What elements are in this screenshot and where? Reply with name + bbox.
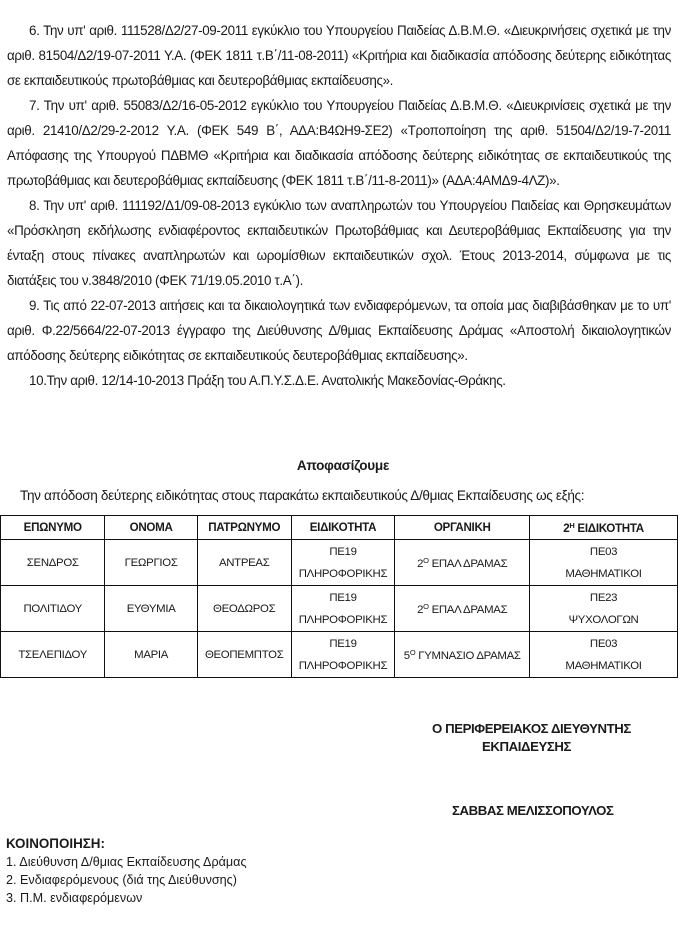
cell-specialty [291,540,395,586]
header-specialty: ΕΙΔΙΚΟΤΗΤΑ [291,516,395,540]
second-code: ΠΕ03 [589,637,618,650]
cell-name: ΜΑΡΙΑ [105,632,197,678]
cell-organic [395,632,530,678]
cell-name: ΕΥΘΥΜΙΑ [105,586,197,632]
decision-intro: Την απόδοση δεύτερης ειδικότητας στους παρακάτω εκπαιδευτικούς Δ/θμιας Εκπαίδευσης ως εξής: [20,488,585,503]
organic-num: 2 [417,604,424,616]
header-name: ΟΝΟΜΑ [105,516,197,540]
cell-name: ΓΕΩΡΓΙΟΣ [105,540,197,586]
cell-specialty [291,632,395,678]
second-name: ΜΑΘΗΜΑΤΙΚΟΙ [565,659,642,672]
notification-list [6,853,247,907]
paragraph-10: 10.Την αριθ. 12/14-10-2013 Πράξη του Α.Π.Υ.Σ.Δ.Ε. Ανατολικής Μακεδονίας-Θράκης. [29,373,506,388]
signature-title-line2: ΕΚΠΑΙΔΕΥΣΗΣ [482,739,572,754]
organic-num: 2 [417,558,424,570]
organic-sup: Ο [423,602,429,611]
cell-organic [395,586,530,632]
document-body [7,18,671,393]
specialty-name: ΠΛΗΡΟΦΟΡΙΚΗΣ [298,659,388,672]
cell-second-specialty [530,632,678,678]
notification-item: 3. Π.Μ. ενδιαφερόμενων [6,891,143,905]
organic-sup: Ο [409,648,416,657]
cell-specialty [291,586,395,632]
second-code: ΠΕ23 [589,591,618,604]
second-name: ΜΑΘΗΜΑΤΙΚΟΙ [565,567,642,580]
signature-title-line1: Ο ΠΕΡΙΦΕΡΕΙΑΚΟΣ ΔΙΕΥΘΥΝΤΗΣ [432,721,631,736]
cell-surname: ΠΟΛΙΤΙΔΟΥ [1,586,105,632]
cell-father: ΑΝΤΡΕΑΣ [197,540,291,586]
cell-father: ΘΕΟΔΩΡΟΣ [197,586,291,632]
decision-heading: Αποφασίζουμε [296,458,390,473]
cell-surname: ΣΕΝΔΡΟΣ [1,540,105,586]
header-second-sup: Η [569,520,575,530]
signature-name: ΣΑΒΒΑΣ ΜΕΛΙΣΣΟΠΟΥΛΟΣ [452,803,614,818]
cell-father: ΘΕΟΠΕΜΠΤΟΣ [197,632,291,678]
paragraph-6: 6. Την υπ' αριθ. 111528/Δ2/27-09-2011 εγκύκλιο του Υπουργείου Παιδείας Δ.Β.Μ.Θ. «Διευκρινήσεις σχετικά με την αριθ. 81504/Δ2/19-07-2011 Υ.Α. (ΦΕΚ 1811 τ.Β΄/11-08-2011) «Κριτήρια και διαδικασία απόδοσης δεύτερης ειδικότητας σε εκπαιδευτικούς πρωτοβάθμιας και δευτεροβάθμιας εκπαίδευσης». [7,23,671,88]
organic-num: 5 [403,650,410,662]
organic-school: ΕΠΑΛ ΔΡΑΜΑΣ [428,558,508,570]
specialty-name: ΠΛΗΡΟΦΟΡΙΚΗΣ [298,567,388,580]
header-surname: ΕΠΩΝΥΜΟ [1,516,105,540]
organic-school: ΓΥΜΝΑΣΙΟ ΔΡΑΜΑΣ [415,650,521,662]
organic-sup: Ο [423,556,429,565]
specialty-code: ΠΕ19 [329,637,357,650]
notification-title: ΚΟΙΝΟΠΟΙΗΣΗ: [6,836,105,851]
specialty-code: ΠΕ19 [329,545,357,558]
paragraph-7: 7. Την υπ' αριθ. 55083/Δ2/16-05-2012 εγκύκλιο του Υπουργείου Παιδείας Δ.Β.Μ.Θ. «Διευκρινίσεις σχετικά με την αριθ. 21410/Δ2/29-2-2012 Υ.Α. (ΦΕΚ 549 Β΄, ΑΔΑ:Β4ΩΗ9-ΣΕ2) «Τροποποίηση της αριθ. 51504/Δ2/19-7-2011 Απόφασης της Υπουργού ΠΔΒΜΘ «Κριτήρια και διαδικασία απόδοσης δεύτερης ειδικότητας σε εκπαιδευτικούς της πρωτοβάθμιας και δευτεροβάθμιας εκπαίδευσης (ΦΕΚ 1811 τ.Β΄/11-8-2011)» (ΑΔΑ:4ΑΜΔ9-4ΛΖ)». [7,98,671,188]
cell-second-specialty [530,540,678,586]
specialty-name: ΠΛΗΡΟΦΟΡΙΚΗΣ [298,613,388,626]
notification-item: 2. Ενδιαφερόμενους (διά της Διεύθυνσης) [6,873,237,887]
header-second-rest: ΕΙΔΙΚΟΤΗΤΑ [574,521,644,535]
header-second-specialty [530,516,678,540]
second-code: ΠΕ03 [589,545,618,558]
header-organic: ΟΡΓΑΝΙΚΗ [395,516,530,540]
table-header-row [1,516,678,540]
notification-item: 1. Διεύθυνση Δ/θμιας Εκπαίδευσης Δράμας [6,855,247,869]
paragraph-9: 9. Τις από 22-07-2013 αιτήσεις και τα δικαιολογητικά των ενδιαφερόμενων, τα οποία μας διαβιβάσθηκαν με το υπ' αριθ. Φ.22/5664/22-07-2013 έγγραφο της Διεύθυνσης Δ/θμιας Εκπαίδευσης Δράμας «Αποστολή δικαιολογητικών απόδοσης δεύτερης ειδικότητας σε εκπαιδευτικούς δευτεροβάθμιας εκπαίδευσης». [7,298,671,363]
cell-second-specialty [530,586,678,632]
organic-school: ΕΠΑΛ ΔΡΑΜΑΣ [428,604,508,616]
table-row [1,540,678,586]
assignment-table [0,515,678,678]
table-row [1,632,678,678]
header-second-prefix: 2 [563,521,570,535]
table-row [1,586,678,632]
cell-surname: ΤΣΕΛΕΠΙΔΟΥ [1,632,105,678]
second-name: ΨΥΧΟΛΟΓΩΝ [568,613,639,626]
paragraph-8: 8. Την υπ' αριθ. 111192/Δ1/09-08-2013 εγκύκλιο των αναπληρωτών του Υπουργείου Παιδείας και Θρησκευμάτων «Πρόσκληση εκδήλωσης ενδιαφέροντος εκπαιδευτικών Πρωτοβάθμιας και Δευτεροβάθμιας Εκπαίδευσης για την ένταξη στους πίνακες αναπληρωτών και ωρομίσθιων εκπαιδευτικών σχολ. Έτους 2013-2014, σύμφωνα με τις διατάξεις του ν.3848/2010 (ΦΕΚ 71/19.05.2010 τ.Α΄). [7,198,671,288]
cell-organic [395,540,530,586]
header-father: ΠΑΤΡΩΝΥΜΟ [197,516,291,540]
specialty-code: ΠΕ19 [329,591,357,604]
